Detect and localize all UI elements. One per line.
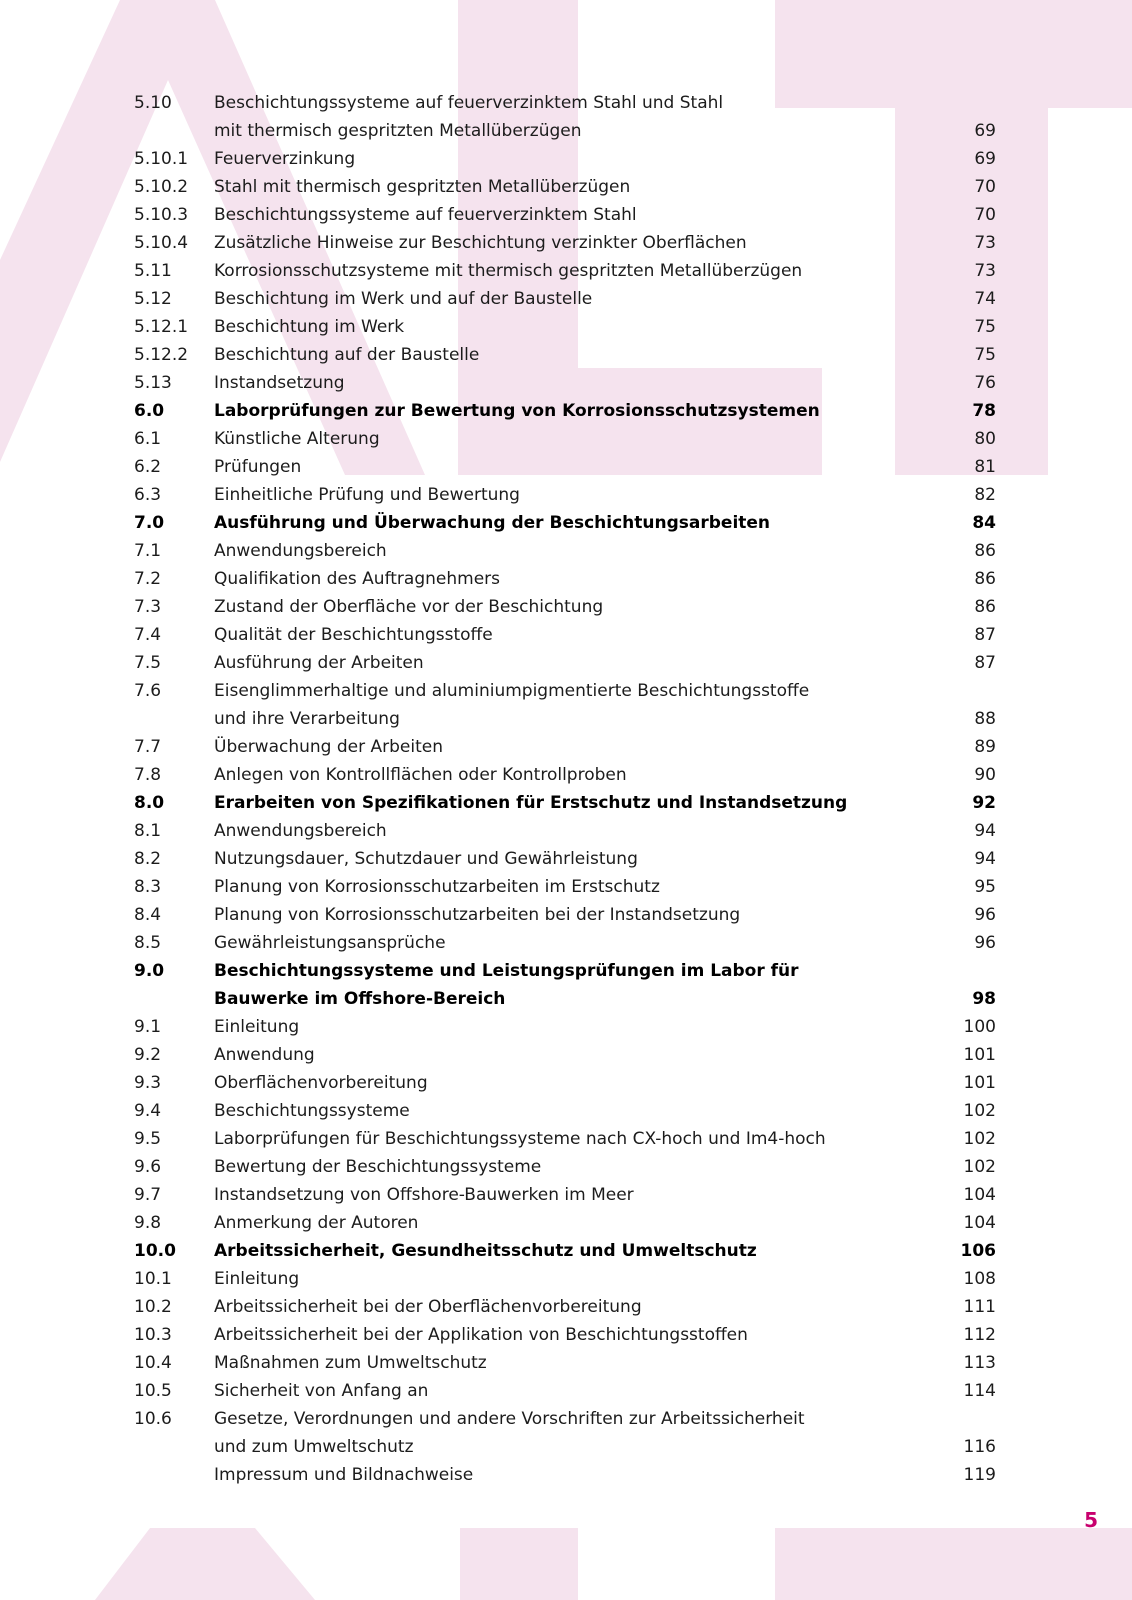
toc-section-number: 5.12.1 [134, 317, 189, 337]
toc-page-number: 69 [974, 149, 996, 169]
toc-title [214, 1013, 916, 1041]
toc-section-number: 9.2 [134, 1045, 162, 1065]
toc-page-number: 102 [963, 1157, 996, 1177]
toc-row [134, 341, 996, 369]
toc-title [214, 1041, 916, 1069]
toc-section-number: 7.5 [134, 653, 162, 673]
toc-title-line: Oberflächenvorbereitung [214, 1073, 428, 1093]
toc-title-line: Sicherheit von Anfang an [214, 1381, 429, 1401]
toc-title [214, 89, 916, 145]
toc-section-number: 10.2 [134, 1297, 172, 1317]
toc-page-number: 94 [974, 821, 996, 841]
toc-page-number: 92 [972, 793, 996, 813]
toc-section-number: 5.13 [134, 373, 172, 393]
toc-title [214, 1265, 916, 1293]
toc-section-number: 5.10.2 [134, 177, 189, 197]
toc-section-number: 5.10.3 [134, 205, 189, 225]
toc-title [214, 201, 916, 229]
toc-row [134, 481, 996, 509]
toc-section-number: 9.3 [134, 1073, 162, 1093]
toc-row [134, 1181, 996, 1209]
toc-title-line: Beschichtung im Werk [214, 317, 405, 337]
toc-row [134, 1041, 996, 1069]
toc-page-number: 75 [974, 345, 996, 365]
toc-section-number: 6.3 [134, 485, 162, 505]
toc-title-line: Beschichtungssysteme [214, 1101, 410, 1121]
toc-title [214, 341, 916, 369]
toc-title-line: Erarbeiten von Spezifikationen für Erstschutz und Instandsetzung [214, 793, 848, 813]
toc-title [214, 229, 916, 257]
toc-title [214, 285, 916, 313]
toc-page-number: 96 [974, 905, 996, 925]
toc-title-line: Laborprüfungen für Beschichtungssysteme nach CX-hoch und Im4-hoch [214, 1129, 826, 1149]
toc-section-number: 8.4 [134, 905, 162, 925]
toc-section-number: 5.10 [134, 93, 172, 113]
toc-row [134, 1461, 996, 1489]
toc-title-line: Einleitung [214, 1017, 300, 1037]
toc-page-number: 78 [972, 401, 996, 421]
toc-page-number: 86 [974, 597, 996, 617]
toc-page-number: 88 [974, 709, 996, 729]
toc-title-line: Anwendung [214, 1045, 315, 1065]
toc-title-line: Qualität der Beschichtungsstoffe [214, 625, 493, 645]
toc-row [134, 1125, 996, 1153]
toc-title-line: Stahl mit thermisch gespritzten Metallüberzügen [214, 177, 631, 197]
toc-title [214, 453, 916, 481]
toc-section-number: 5.11 [134, 261, 172, 281]
toc-section-number: 6.2 [134, 457, 162, 477]
toc-section-number: 10.0 [134, 1241, 176, 1261]
toc-title [214, 593, 916, 621]
toc-section-number: 10.1 [134, 1269, 172, 1289]
toc-title [214, 313, 916, 341]
toc-section-number: 7.8 [134, 765, 162, 785]
toc-page-number: 84 [972, 513, 996, 533]
toc-section-number: 6.0 [134, 401, 165, 421]
toc-row [134, 369, 996, 397]
toc-section-number: 6.1 [134, 429, 162, 449]
toc-title [214, 397, 916, 425]
toc-title-line: Korrosionsschutzsysteme mit thermisch gespritzten Metallüberzügen [214, 261, 803, 281]
toc-title [214, 1377, 916, 1405]
toc-title-line: Laborprüfungen zur Bewertung von Korrosionsschutzsystemen [214, 401, 820, 421]
toc-title-line: Impressum und Bildnachweise [214, 1465, 474, 1485]
toc-row [134, 1209, 996, 1237]
toc-page-number: 94 [974, 849, 996, 869]
toc-row [134, 89, 996, 145]
toc-row [134, 593, 996, 621]
toc-page-number: 73 [974, 261, 996, 281]
toc-title [214, 257, 916, 285]
toc-chapter-row [134, 957, 996, 1013]
toc-page-number: 89 [974, 737, 996, 757]
toc-row [134, 313, 996, 341]
toc-row [134, 1265, 996, 1293]
toc-row [134, 1069, 996, 1097]
toc-page-number: 76 [974, 373, 996, 393]
toc-title [214, 537, 916, 565]
toc-page-number: 81 [974, 457, 996, 477]
toc-title-line: Beschichtungssysteme auf feuerverzinktem Stahl [214, 205, 637, 225]
toc-title [214, 481, 916, 509]
toc-row [134, 929, 996, 957]
toc-title [214, 1349, 916, 1377]
toc-title [214, 957, 916, 1013]
toc-title [214, 425, 916, 453]
toc-section-number: 8.1 [134, 821, 162, 841]
toc-page-number: 102 [963, 1101, 996, 1121]
toc-section-number: 9.7 [134, 1185, 162, 1205]
toc-section-number: 5.10.1 [134, 149, 189, 169]
toc-title [214, 565, 916, 593]
toc-section-number: 9.4 [134, 1101, 162, 1121]
toc-section-number: 5.10.4 [134, 233, 189, 253]
toc-page-number: 119 [963, 1465, 996, 1485]
toc-title [214, 789, 916, 817]
toc-section-number: 8.5 [134, 933, 162, 953]
toc-title-line: Gesetze, Verordnungen und andere Vorschriften zur Arbeitssicherheit [214, 1409, 805, 1429]
toc-section-number: 10.6 [134, 1409, 172, 1429]
toc-page-number: 87 [974, 625, 996, 645]
toc-title-line: Prüfungen [214, 457, 302, 477]
toc-row [134, 537, 996, 565]
toc-title-line: Anwendungsbereich [214, 821, 387, 841]
toc-row [134, 425, 996, 453]
toc-row [134, 285, 996, 313]
toc-page-number: 70 [974, 177, 996, 197]
toc-section-number: 8.2 [134, 849, 162, 869]
toc-page-number: 74 [974, 289, 996, 309]
toc-title-line: Arbeitssicherheit, Gesundheitsschutz und Umweltschutz [214, 1241, 757, 1261]
toc-section-number: 9.5 [134, 1129, 162, 1149]
toc-title-line: und ihre Verarbeitung [214, 709, 400, 729]
toc-title-line: Zusätzliche Hinweise zur Beschichtung verzinkter Oberflächen [214, 233, 747, 253]
toc-title [214, 1069, 916, 1097]
toc-row [134, 201, 996, 229]
toc-title [214, 1237, 916, 1265]
toc-title [214, 173, 916, 201]
toc-row [134, 453, 996, 481]
toc-page-number: 111 [963, 1297, 996, 1317]
toc-page-number: 86 [974, 569, 996, 589]
toc-title [214, 509, 916, 537]
toc-title [214, 1461, 916, 1489]
toc-page-number: 106 [960, 1241, 996, 1261]
toc-page-number: 98 [972, 989, 996, 1009]
toc-section-number: 10.3 [134, 1325, 172, 1345]
toc-row [134, 649, 996, 677]
toc-section-number: 9.6 [134, 1157, 162, 1177]
toc-title-line: Planung von Korrosionsschutzarbeiten bei der Instandsetzung [214, 905, 741, 925]
toc-section-number: 10.5 [134, 1381, 172, 1401]
toc-title-line: Maßnahmen zum Umweltschutz [214, 1353, 487, 1373]
toc-section-number: 5.12.2 [134, 345, 189, 365]
toc-title [214, 761, 916, 789]
toc-row [134, 761, 996, 789]
toc-title [214, 621, 916, 649]
page-number: 5 [1084, 1508, 1098, 1532]
toc-title [214, 873, 916, 901]
toc-page-number: 108 [963, 1269, 996, 1289]
toc-chapter-row [134, 789, 996, 817]
toc-title [214, 1153, 916, 1181]
toc-page-number: 104 [963, 1213, 996, 1233]
toc-title-line: Anwendungsbereich [214, 541, 387, 561]
toc-row [134, 1293, 996, 1321]
toc-row [134, 733, 996, 761]
toc-section-number: 7.6 [134, 681, 162, 701]
toc-title-line: Bauwerke im Offshore-Bereich [214, 989, 506, 1009]
toc-page-number: 95 [974, 877, 996, 897]
toc-title-line: Zustand der Oberfläche vor der Beschichtung [214, 597, 604, 617]
toc-page-number: 73 [974, 233, 996, 253]
toc-row [134, 229, 996, 257]
toc-chapter-row [134, 397, 996, 425]
toc-title [214, 1181, 916, 1209]
toc-title-line: Einheitliche Prüfung und Bewertung [214, 485, 520, 505]
toc-title [214, 677, 916, 733]
toc-page-number: 114 [963, 1381, 996, 1401]
toc-title [214, 649, 916, 677]
toc-title [214, 145, 916, 173]
toc-title-line: Überwachung der Arbeiten [214, 737, 444, 757]
toc-title-line: Anlegen von Kontrollflächen oder Kontrollproben [214, 765, 627, 785]
toc-title-line: Gewährleistungsansprüche [214, 933, 446, 953]
toc-title [214, 929, 916, 957]
toc-title [214, 1125, 916, 1153]
toc-title-line: Planung von Korrosionsschutzarbeiten im Erstschutz [214, 877, 660, 897]
toc-title-line: Instandsetzung [214, 373, 345, 393]
toc-title [214, 1097, 916, 1125]
toc-title-line: Nutzungsdauer, Schutzdauer und Gewährleistung [214, 849, 638, 869]
toc-title-line: Ausführung der Arbeiten [214, 653, 424, 673]
toc-title-line: Beschichtungssysteme auf feuerverzinktem Stahl und Stahl [214, 93, 724, 113]
toc-title-line: Beschichtung im Werk und auf der Baustelle [214, 289, 593, 309]
toc-title [214, 1209, 916, 1237]
toc-section-number: 7.0 [134, 513, 165, 533]
toc-section-number: 9.1 [134, 1017, 162, 1037]
toc-title [214, 1321, 916, 1349]
toc-row [134, 845, 996, 873]
toc-title-line: Instandsetzung von Offshore-Bauwerken im Meer [214, 1185, 634, 1205]
toc-section-number: 5.12 [134, 289, 172, 309]
toc-row [134, 1405, 996, 1461]
toc-section-number: 9.8 [134, 1213, 162, 1233]
toc-section-number: 8.0 [134, 793, 165, 813]
toc-page-number: 90 [974, 765, 996, 785]
toc-row [134, 817, 996, 845]
toc-row [134, 1349, 996, 1377]
toc-row [134, 1377, 996, 1405]
toc-row [134, 677, 996, 733]
toc-row [134, 1321, 996, 1349]
toc-section-number: 7.2 [134, 569, 162, 589]
toc-chapter-row [134, 509, 996, 537]
toc-title [214, 845, 916, 873]
toc-title-line: mit thermisch gespritzten Metallüberzügen [214, 121, 582, 141]
table-of-contents [134, 89, 996, 1489]
toc-page-number: 104 [963, 1185, 996, 1205]
toc-chapter-row [134, 1237, 996, 1265]
toc-title [214, 1293, 916, 1321]
toc-title [214, 369, 916, 397]
toc-page-number: 80 [974, 429, 996, 449]
toc-page-number: 82 [974, 485, 996, 505]
toc-page-number: 87 [974, 653, 996, 673]
toc-title-line: Eisenglimmerhaltige und aluminiumpigmentierte Beschichtungsstoffe [214, 681, 810, 701]
toc-row [134, 1153, 996, 1181]
toc-page-number: 100 [963, 1017, 996, 1037]
toc-title [214, 817, 916, 845]
toc-page-number: 70 [974, 205, 996, 225]
toc-row [134, 1013, 996, 1041]
toc-page-number: 75 [974, 317, 996, 337]
toc-page-number: 96 [974, 933, 996, 953]
toc-title-line: und zum Umweltschutz [214, 1437, 414, 1457]
toc-title-line: Arbeitssicherheit bei der Applikation von Beschichtungsstoffen [214, 1325, 748, 1345]
toc-title-line: Qualifikation des Auftragnehmers [214, 569, 500, 589]
toc-page-number: 86 [974, 541, 996, 561]
toc-section-number: 7.3 [134, 597, 162, 617]
toc-section-number: 7.1 [134, 541, 162, 561]
toc-page-number: 116 [963, 1437, 996, 1457]
toc-title-line: Einleitung [214, 1269, 300, 1289]
toc-section-number: 10.4 [134, 1353, 172, 1373]
toc-title-line: Beschichtung auf der Baustelle [214, 345, 480, 365]
toc-title-line: Anmerkung der Autoren [214, 1213, 419, 1233]
toc-section-number: 8.3 [134, 877, 162, 897]
toc-title-line: Arbeitssicherheit bei der Oberflächenvorbereitung [214, 1297, 642, 1317]
toc-title-line: Bewertung der Beschichtungssysteme [214, 1157, 542, 1177]
toc-row [134, 257, 996, 285]
toc-title-line: Ausführung und Überwachung der Beschichtungsarbeiten [214, 513, 771, 533]
toc-row [134, 173, 996, 201]
toc-page-number: 112 [963, 1325, 996, 1345]
toc-title [214, 733, 916, 761]
toc-row [134, 565, 996, 593]
toc-row [134, 901, 996, 929]
toc-page-number: 102 [963, 1129, 996, 1149]
toc-row [134, 1097, 996, 1125]
toc-page-number: 69 [974, 121, 996, 141]
toc-section-number: 9.0 [134, 961, 165, 981]
toc-page-number: 113 [963, 1353, 996, 1373]
toc-title-line: Beschichtungssysteme und Leistungsprüfungen im Labor für [214, 961, 799, 981]
toc-row [134, 145, 996, 173]
toc-row [134, 621, 996, 649]
toc-section-number: 7.7 [134, 737, 162, 757]
toc-page-number: 101 [963, 1073, 996, 1093]
toc-title [214, 901, 916, 929]
toc-title [214, 1405, 916, 1461]
toc-row [134, 873, 996, 901]
toc-section-number: 7.4 [134, 625, 162, 645]
toc-title-line: Feuerverzinkung [214, 149, 356, 169]
toc-page-number: 101 [963, 1045, 996, 1065]
toc-title-line: Künstliche Alterung [214, 429, 380, 449]
